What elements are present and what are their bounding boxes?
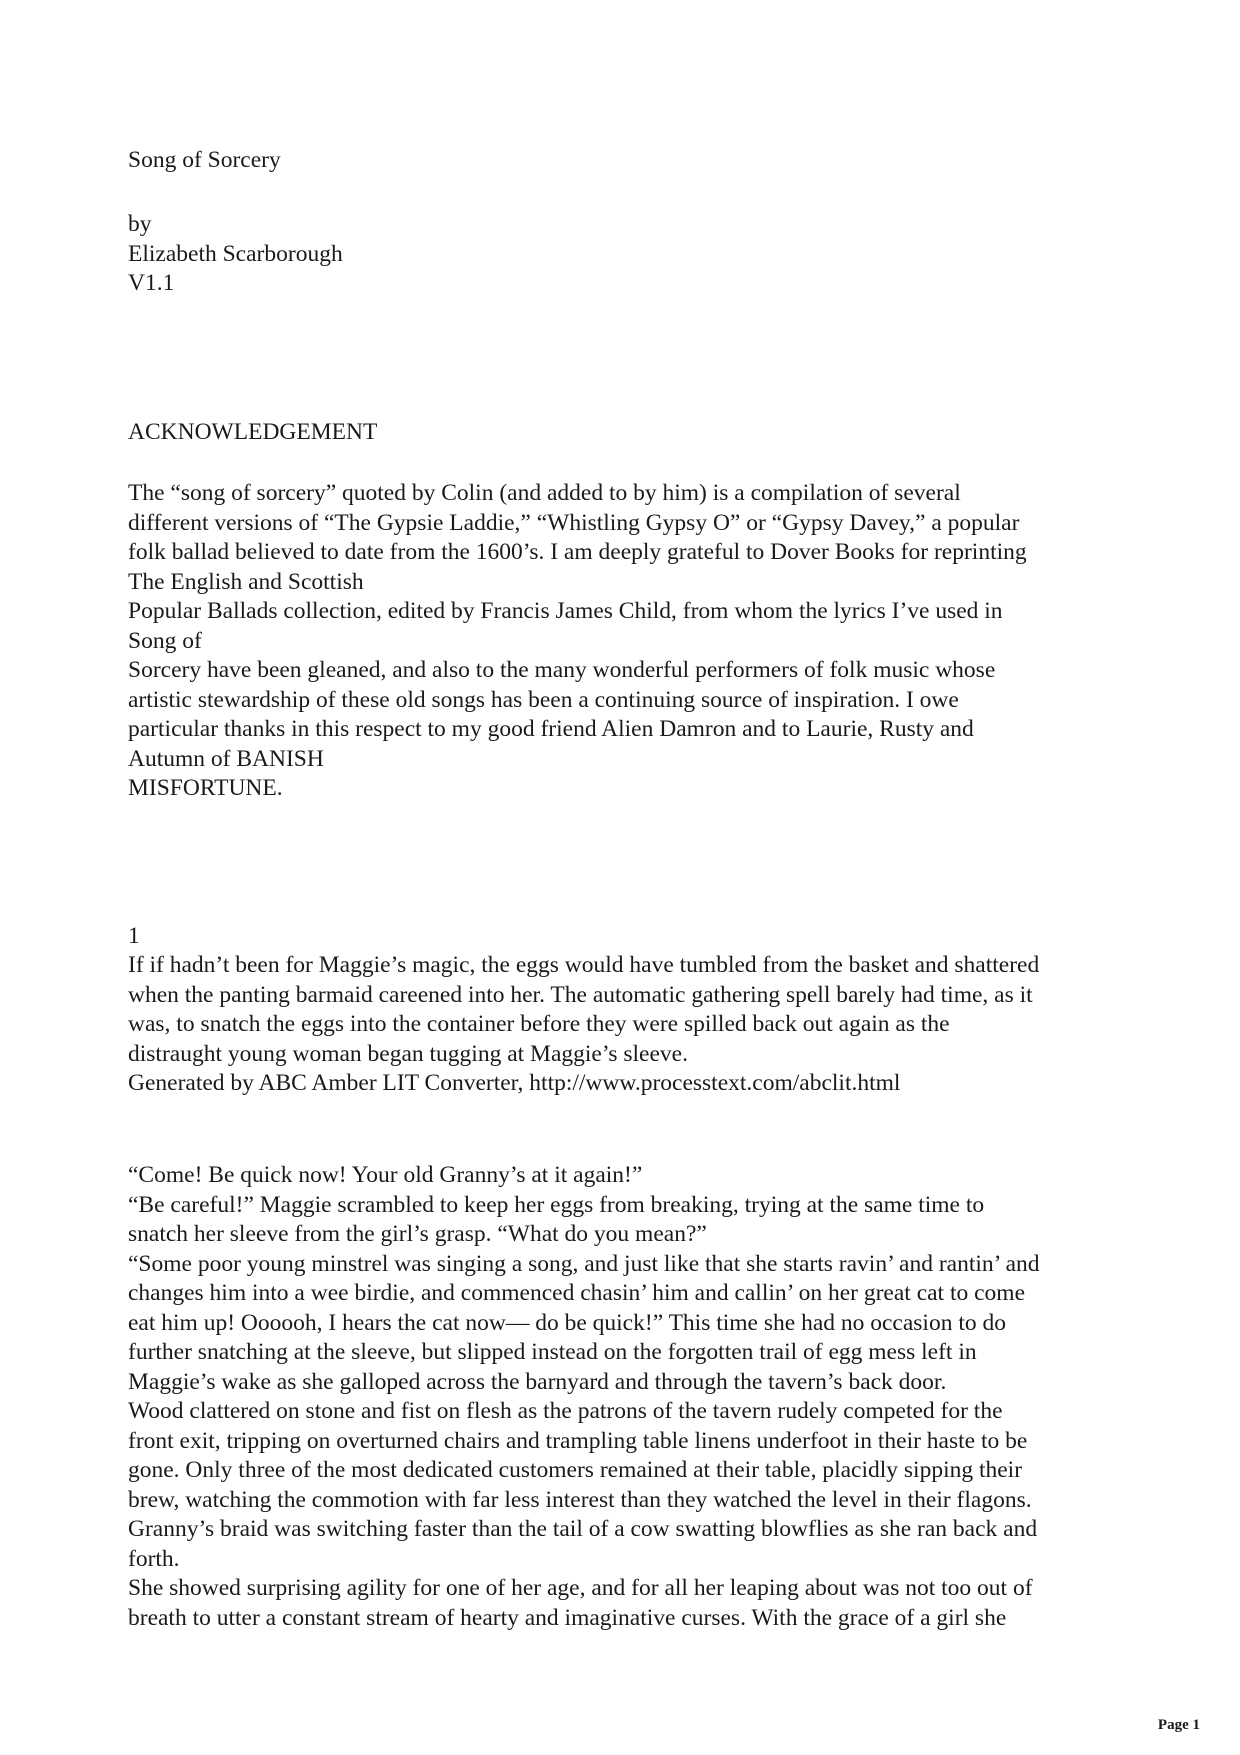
acknowledgement-line: different versions of “The Gypsie Laddie,” “Whistling Gypsy O” or “Gypsy Davey,” a popular (128, 509, 1020, 536)
chapter-line: was, to snatch the eggs into the container before they were spilled back out again as the (128, 1011, 950, 1037)
chapter-line: changes him into a wee birdie, and commenced chasin’ him and callin’ on her great cat to come (128, 1280, 1026, 1306)
chapter-line: distraught young woman began tugging at Maggie’s sleeve. (128, 1040, 688, 1067)
acknowledgement-line: artistic stewardship of these old songs has been a continuing source of inspiration. I owe (128, 686, 959, 713)
chapter-line: further snatching at the sleeve, but slipped instead on the forgotten trail of egg mess left in (128, 1339, 977, 1365)
chapter-line: She showed surprising agility for one of her age, and for all her leaping about was not too out of (128, 1575, 1033, 1601)
acknowledgement-line: The English and Scottish (128, 568, 364, 595)
acknowledgement-line: folk ballad believed to date from the 1600’s. I am deeply grateful to Dover Books for reprinting (128, 539, 1027, 565)
acknowledgement-line: Sorcery have been gleaned, and also to the many wonderful performers of folk music whose (128, 657, 996, 683)
book-title-block (128, 146, 281, 176)
chapter-number-block (128, 922, 140, 952)
acknowledgement-line: Autumn of BANISH (128, 745, 324, 772)
chapter-line: Maggie’s wake as she galloped across the barnyard and through the tavern’s back door. (128, 1368, 947, 1395)
converter-note: Generated by ABC Amber LIT Converter, http://www.processtext.com/abclit.html (128, 1070, 901, 1096)
version-label: V1.1 (128, 270, 175, 296)
chapter-line: “Be careful!” Maggie scrambled to keep her eggs from breaking, trying at the same time to (128, 1191, 985, 1218)
acknowledgement-line: Popular Ballads collection, edited by Francis James Child, from whom the lyrics I’ve used in (128, 598, 1003, 624)
chapter-line: breath to utter a constant stream of hearty and imaginative curses. With the grace of a girl she (128, 1604, 1007, 1631)
acknowledgement-heading-block (128, 418, 377, 448)
acknowledgement-line: particular thanks in this respect to my good friend Alien Damron and to Laurie, Rusty and (128, 716, 974, 742)
book-title: Song of Sorcery (128, 147, 281, 173)
chapter-line: snatch her sleeve from the girl’s grasp. “What do you mean?” (128, 1221, 707, 1247)
chapter-opening-paragraph (128, 951, 1039, 1069)
page-number: Page 1 (1157, 1717, 1200, 1733)
chapter-line: Wood clattered on stone and fist on flesh as the patrons of the tavern rudely competed for the (128, 1398, 1003, 1424)
acknowledgement-body (128, 479, 1027, 804)
chapter-line: eat him up! Oooooh, I hears the cat now— do be quick!” This time she had no occasion to do (128, 1309, 1006, 1336)
chapter-line: Granny’s braid was switching faster than the tail of a cow swatting blowflies as she ran back and (128, 1516, 1038, 1542)
chapter-line: “Some poor young minstrel was singing a song, and just like that she starts ravin’ and rantin’ and (128, 1250, 1040, 1277)
acknowledgement-line: MISFORTUNE. (128, 775, 283, 801)
chapter-line: brew, watching the commotion with far less interest than they watched the level in their flagons. (128, 1486, 1032, 1513)
chapter-number: 1 (128, 923, 140, 949)
chapter-line: gone. Only three of the most dedicated customers remained at their table, placidly sipping their (128, 1457, 1023, 1483)
chapter-line: forth. (128, 1545, 180, 1572)
acknowledgement-line: The “song of sorcery” quoted by Colin (and added to by him) is a compilation of several (128, 480, 961, 506)
acknowledgement-line: Song of (128, 627, 202, 654)
chapter-line: If if hadn’t been for Maggie’s magic, the eggs would have tumbled from the basket and shattered (128, 952, 1040, 978)
chapter-line: “Come! Be quick now! Your old Granny’s at it again!” (128, 1162, 643, 1188)
chapter-line: front exit, tripping on overturned chairs and trampling table linens underfoot in their haste to be (128, 1427, 1028, 1454)
byline-by: by (128, 211, 152, 237)
author-name: Elizabeth Scarborough (128, 240, 343, 267)
acknowledgement-heading: ACKNOWLEDGEMENT (128, 419, 378, 445)
chapter-line: when the panting barmaid careened into her. The automatic gathering spell barely had time, as it (128, 981, 1033, 1008)
converter-note-block (128, 1069, 900, 1099)
byline-block (128, 210, 343, 299)
chapter-body (128, 1161, 1040, 1633)
